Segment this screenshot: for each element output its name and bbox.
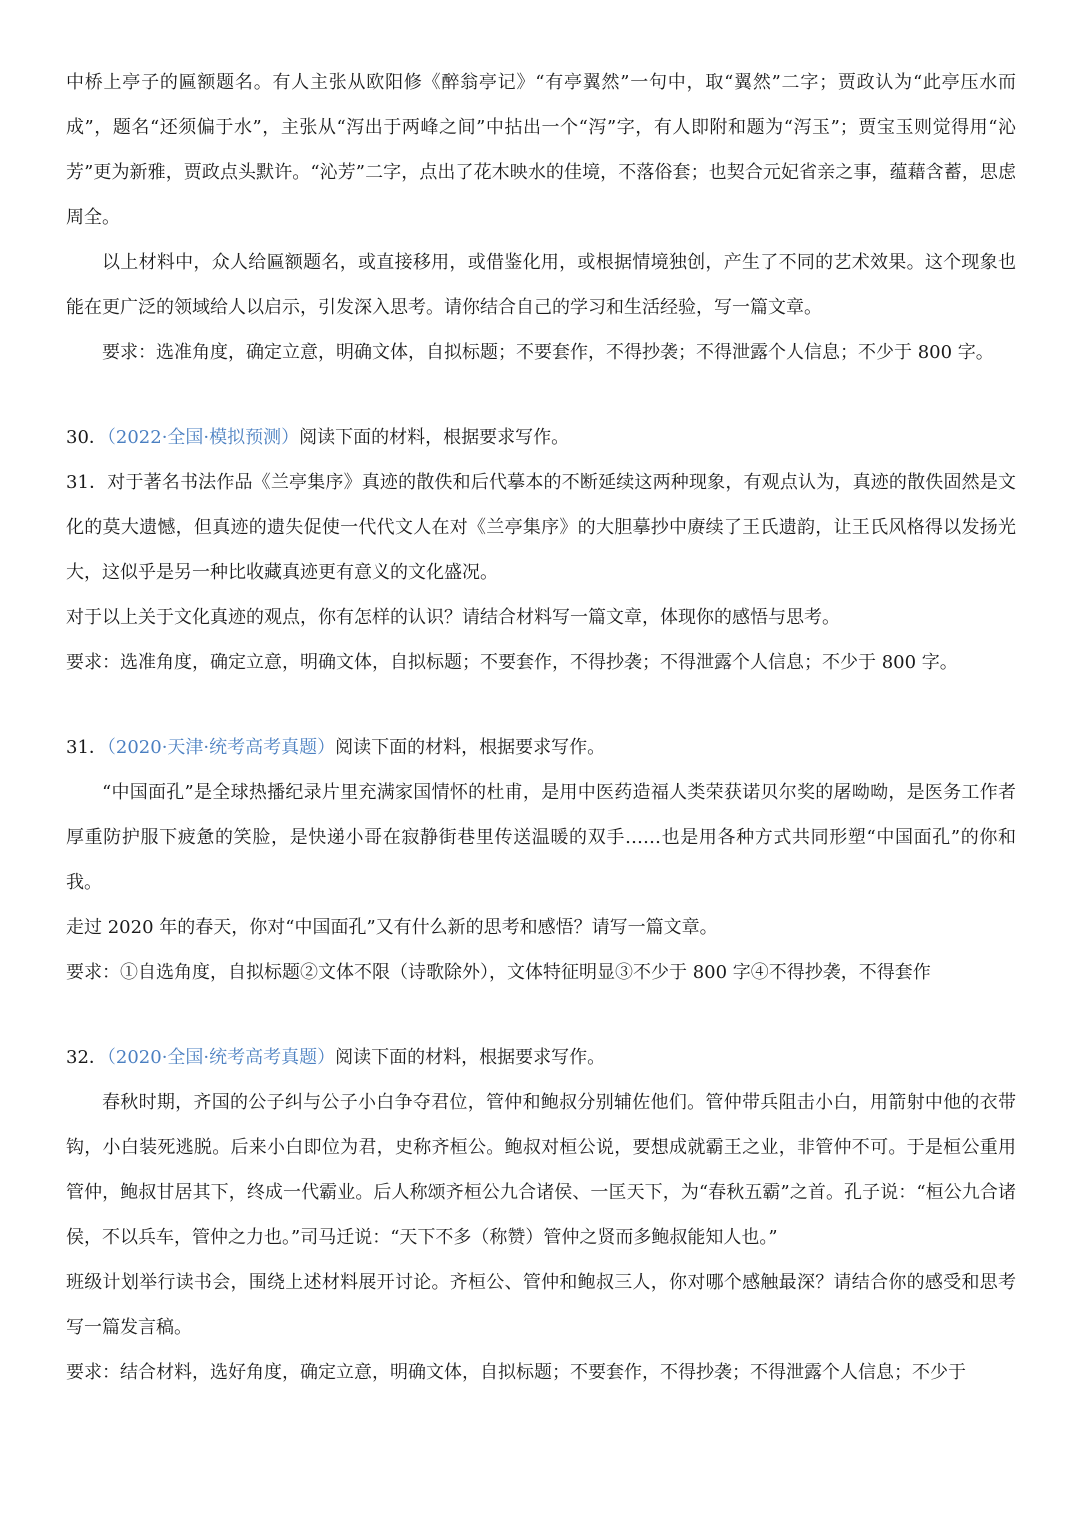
question-31 (66, 725, 1016, 995)
question-instruction: 阅读下面的材料，根据要求写作。 (335, 1047, 606, 1068)
question-requirement: 要求：①自选角度，自拟标题②文体不限（诗歌除外），文体特征明显③不少于 800 字④不得抄袭，不得套作 (66, 962, 931, 983)
question-32 (66, 1035, 1016, 1395)
intro-requirement: 要求：选准角度，确定立意，明确文体，自拟标题；不要套作，不得抄袭；不得泄露个人信息；不少于 800 字。 (102, 342, 994, 363)
question-requirement: 要求：结合材料，选好角度，确定立意，明确文体，自拟标题；不要套作，不得抄袭；不得泄露个人信息；不少于 (66, 1362, 966, 1383)
spacer (66, 375, 1016, 415)
question-source-link[interactable]: （2020·天津·统考高考真题） (106, 737, 336, 758)
question-number: 32． (66, 1047, 107, 1068)
question-instruction: 阅读下面的材料，根据要求写作。 (299, 427, 570, 448)
question-number: 31． (66, 737, 107, 758)
question-number: 30． (66, 427, 107, 448)
question-prompt: 对于以上关于文化真迹的观点，你有怎样的认识？请结合材料写一篇文章，体现你的感悟与思考。 (66, 607, 840, 628)
question-30 (66, 415, 1016, 685)
question-heading (66, 415, 1016, 460)
question-material: 31．对于著名书法作品《兰亭集序》真迹的散佚和后代摹本的不断延续这两种现象，有观点认为，真迹的散佚固然是文化的莫大遗憾，但真迹的遗失促使一代代文人在对《兰亭集序》的大胆摹抄中赓续了王氏遗韵，让王氏风格得以发扬光大，这似乎是另一种比收藏真迹更有意义的文化盛况。 (66, 472, 1016, 583)
intro-material-paragraph: 中桥上亭子的匾额题名。有人主张从欧阳修《醉翁亭记》“有亭翼然”一句中，取“翼然”二字；贾政认为“此亭压水而成”，题名“还须偏于水”，主张从“泻出于两峰之间”中拈出一个“泻”字，有人即附和题为“泻玉”；贾宝玉则觉得用“沁芳”更为新雅，贾政点头默许。“沁芳”二字，点出了花木映水的佳境，不落俗套；也契合元妃省亲之事，蕴藉含蓄，思虑周全。 (66, 72, 1016, 228)
question-source-link[interactable]: （2022·全国·模拟预测） (106, 427, 300, 448)
question-material: 春秋时期，齐国的公子纠与公子小白争夺君位，管仲和鲍叔分别辅佐他们。管仲带兵阻击小白，用箭射中他的衣带钩，小白装死逃脱。后来小白即位为君，史称齐桓公。鲍叔对桓公说，要想成就霸王之业，非管仲不可。于是桓公重用管仲，鲍叔甘居其下，终成一代霸业。后人称颂齐桓公九合诸侯、一匡天下，为“春秋五霸”之首。孔子说：“桓公九合诸侯，不以兵车，管仲之力也。”司马迁说：“天下不多（称赞）管仲之贤而多鲍叔能知人也。” (66, 1092, 1016, 1248)
question-prompt: 班级计划举行读书会，围绕上述材料展开讨论。齐桓公、管仲和鲍叔三人，你对哪个感触最深？请结合你的感受和思考写一篇发言稿。 (66, 1272, 1016, 1338)
intro-prompt-paragraph: 以上材料中，众人给匾额题名，或直接移用，或借鉴化用，或根据情境独创，产生了不同的艺术效果。这个现象也能在更广泛的领域给人以启示，引发深入思考。请你结合自己的学习和生活经验，写一篇文章。 (66, 252, 1016, 318)
spacer (66, 995, 1016, 1035)
question-heading (66, 725, 1016, 770)
question-heading (66, 1035, 1016, 1080)
question-requirement: 要求：选准角度，确定立意，明确文体，自拟标题；不要套作，不得抄袭；不得泄露个人信息；不少于 800 字。 (66, 652, 958, 673)
spacer (66, 685, 1016, 725)
document-page (66, 60, 1016, 1395)
question-prompt: 走过 2020 年的春天，你对“中国面孔”又有什么新的思考和感悟？请写一篇文章。 (66, 917, 718, 938)
question-source-link[interactable]: （2020·全国·统考高考真题） (106, 1047, 336, 1068)
question-instruction: 阅读下面的材料，根据要求写作。 (335, 737, 606, 758)
question-material: “中国面孔”是全球热播纪录片里充满家国情怀的杜甫，是用中医药造福人类荣获诺贝尔奖的屠呦呦，是医务工作者厚重防护服下疲惫的笑脸，是快递小哥在寂静街巷里传送温暖的双手……也是用各种方式共同形塑“中国面孔”的你和我。 (66, 782, 1016, 893)
